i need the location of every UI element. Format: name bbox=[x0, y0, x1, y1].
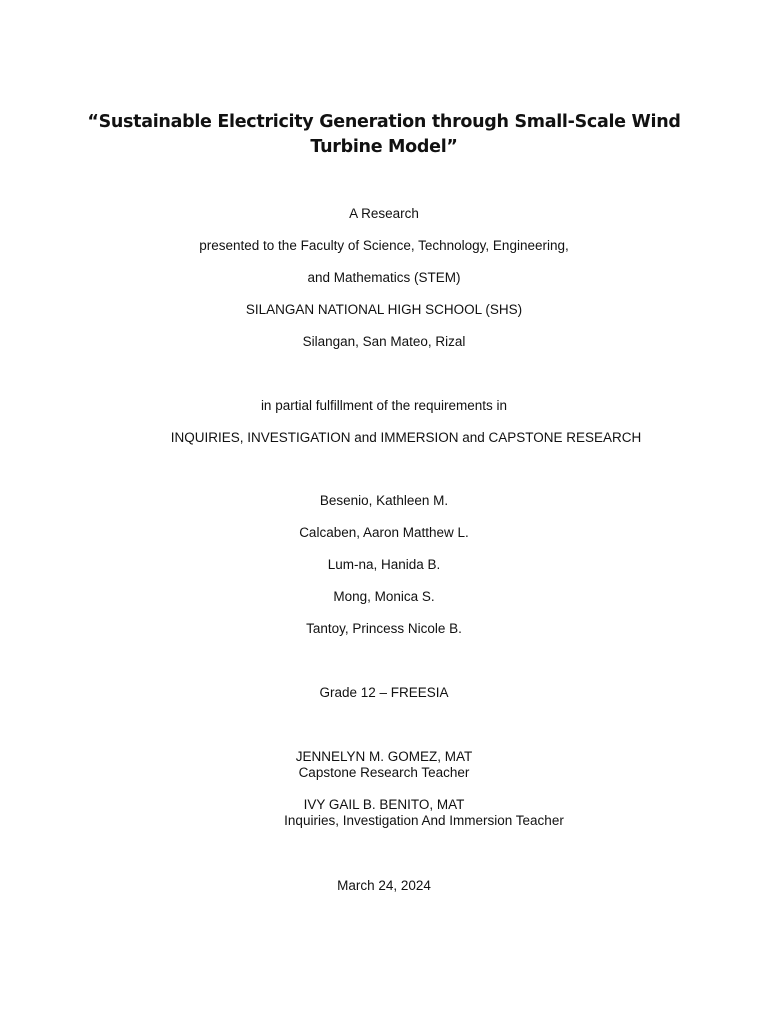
submission-date: March 24, 2024 bbox=[337, 878, 431, 893]
author-name: Besenio, Kathleen M. bbox=[319, 493, 449, 508]
research-label: A Research bbox=[349, 206, 419, 221]
presented-to-line: presented to the Faculty of Science, Technology, Engineering, bbox=[199, 238, 569, 253]
author-name: Tantoy, Princess Nicole B. bbox=[306, 621, 462, 636]
adviser-role: Capstone Research Teacher bbox=[298, 765, 470, 780]
subject-line: INQUIRIES, INVESTIGATION and IMMERSION and CAPSTONE RESEARCH bbox=[170, 430, 642, 445]
grade-section: Grade 12 – FREESIA bbox=[319, 685, 449, 700]
author-name: Mong, Monica S. bbox=[333, 589, 435, 604]
author-name: Calcaben, Aaron Matthew L. bbox=[299, 525, 469, 540]
research-title: “Sustainable Electricity Generation through Small-Scale Wind Turbine Model” bbox=[87, 112, 681, 157]
stem-line: and Mathematics (STEM) bbox=[307, 270, 461, 285]
fulfillment-line: in partial fulfillment of the requirements in bbox=[260, 398, 508, 413]
school-name: SILANGAN NATIONAL HIGH SCHOOL (SHS) bbox=[245, 302, 523, 317]
author-name: Lum-na, Hanida B. bbox=[327, 557, 441, 572]
adviser-name: JENNELYN M. GOMEZ, MAT bbox=[295, 749, 473, 764]
adviser-name: IVY GAIL B. BENITO, MAT bbox=[303, 797, 465, 812]
adviser-role: Inquiries, Investigation And Immersion Teacher bbox=[284, 813, 564, 828]
school-address: Silangan, San Mateo, Rizal bbox=[302, 334, 466, 349]
